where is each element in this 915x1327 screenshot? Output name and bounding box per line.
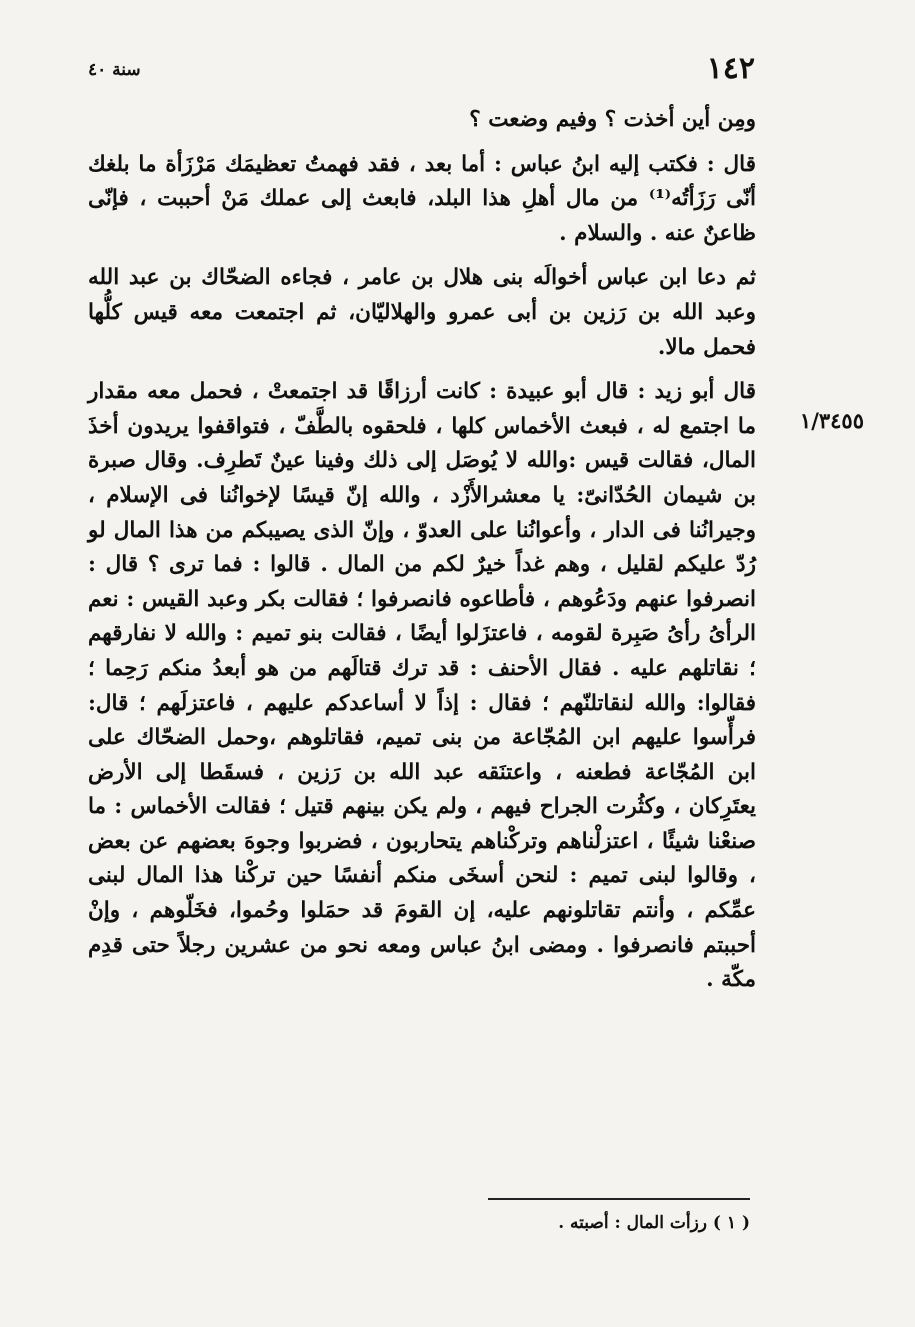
footnote-divider [488, 1198, 750, 1200]
page-number: ١٤٢ [706, 51, 755, 86]
page-header [88, 52, 755, 86]
paragraph-uncles: ثم دعا ابن عباس أخوالَه بنى هلال بن عامر ، فجاءه الضحّاك بن عبد الله وعبد الله بن رَزين بن أبى عمرو والهلاليّان، ثم اجتمعت معه قيس كلُّها فحمل مالا. [88, 265, 756, 360]
paragraph-letter: قال : فكتب إليه ابنُ عباس : أما بعد ، فقد فهمتُ تعظيمَك مَرْزَأة ما بلغك أنّى رَزَأتُه⁽¹⁾ من مال أهلِ هذا البلد، فابعث إلى عملك مَنْ أحببت ، فإنّى ظاعنٌ عنه . والسلام . [88, 151, 757, 246]
margin-reference: ١/٣٤٥٥ [799, 408, 864, 433]
year-label: سنة ٤٠ [88, 60, 141, 80]
paragraph-abu-zayd: قال أبو زيد : قال أبو عبيدة : كانت أرزاقًا قد اجتمعتْ ، فحمل معه مقدار ما اجتمع له ، فبعث الأخماس كلها ، فلحقوه بالطَّفّ ، فتواقفوا يريدون أخذَ المال، فقالت قيس :والله لا يُوصَل إلى ذلك وفينا عينٌ تَطرِف. وقال صبرة بن شيمان الحُدّانىّ: يا معشرالأَزْد ، والله إنّ قيسًا لإخوانُنا فى الإسلام ، وجيرانُنا فى الدار ، وأعوانُنا على العدوّ ، وإنّ الذى يصيبكم من هذا المال لو رُدّ عليكم لقليل ، وهم غداً خيرٌ لكم من المال . قالوا : فما ترى ؟ قال : انصرفوا عنهم ودَعُوهم ، فأطاعوه فانصرفوا ؛ فقالت بكر وعبد القيس : نعم الرأىُ رأىُ صَبِرة لقومه ، فاعتزَلوا أيضًا ، فقالت بنو تميم : والله لا نفارقهم ؛ نقاتلهم عليه . فقال الأحنف : قد ترك قتالَهم من هو أبعدُ منكم رَحِما ؛ فقالوا: والله لنقاتلنّهم ؛ فقال : إذاً لا أساعدكم عليهم ، فاعتزلَهم ؛ قال: فرأّسوا عليهم ابن المُجّاعة من بنى تميم، فقاتلوهم ،وحمل الضحّاك على ابن المُجّاعة فطعنه ، واعتنَقه عبد الله بن رَزين ، فسقَطا إلى الأرض يعتَرِكان ، وكثُرت الجراح فيهم ، ولم يكن بينهم قتيل ؛ فقالت الأخماس : ما صنعْنا شيئًا ، اعتزلْناهم وتركْناهم يتحاربون ، فضربوا وجوهَ بعضهم عن بعض ، وقالوا لبنى تميم : لنحن أسخَى منكم أنفسًا حين تركْنا هذا المال لبنى عمِّكم ، وأنتم تقاتلونهم عليه، إن القومَ قد حمَلوا وحُموا، فخَلّوهم ، وإنْ أحببتم فانصرفوا . ومضى ابنُ عباس ومعه نحو من عشرين رجلاً حتى قدِم مكّة . [88, 379, 756, 993]
paragraph-question: ومِن أين أخذت ؟ وفيم وضعت ؟ [469, 107, 756, 132]
body-text [88, 103, 756, 998]
footnote: ( ١ ) رزأت المال : أصبته . [558, 1213, 750, 1233]
